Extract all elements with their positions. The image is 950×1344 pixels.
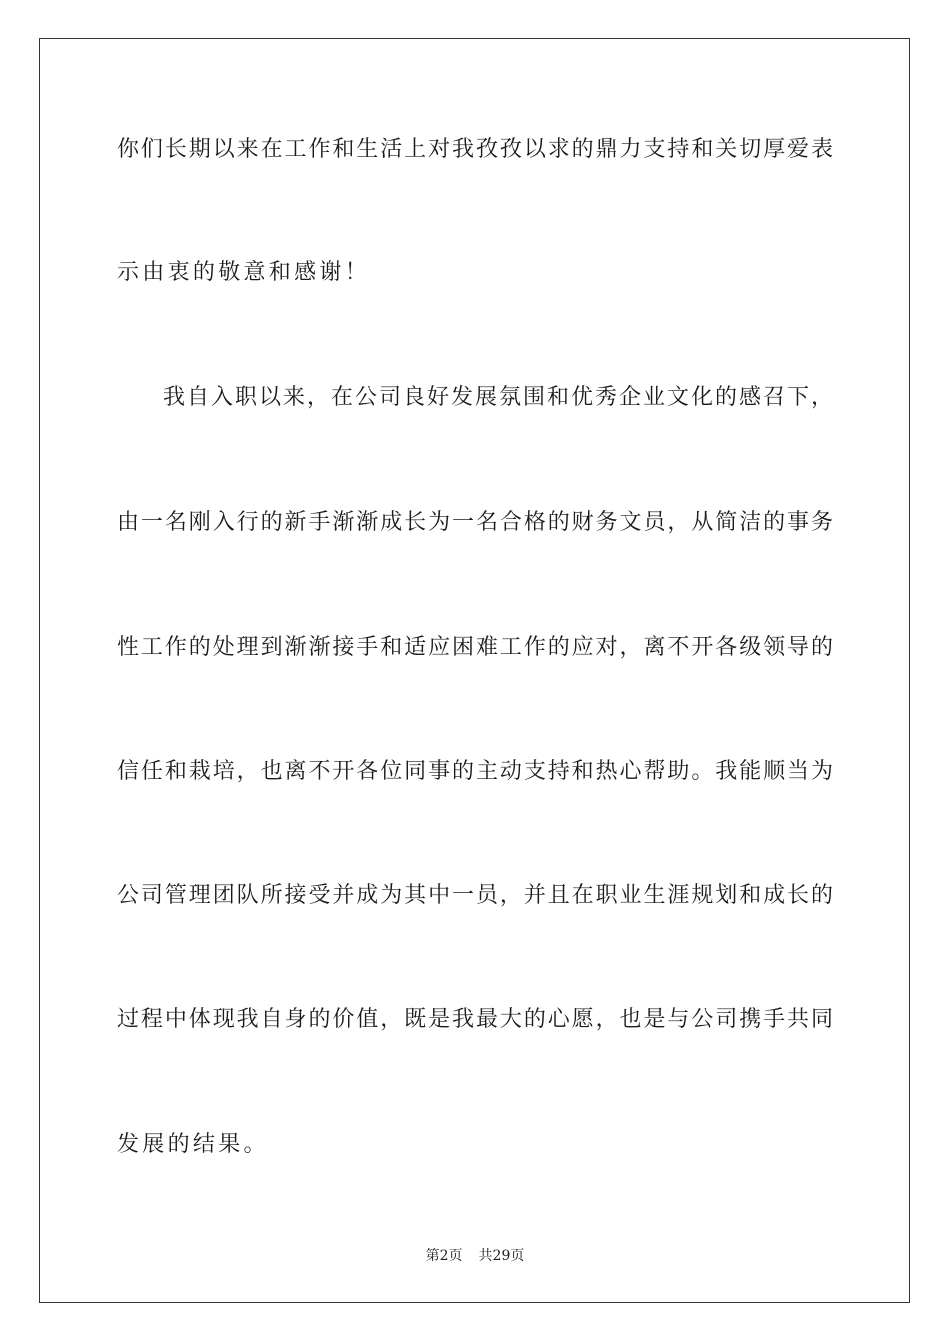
page-footer (0, 1246, 950, 1266)
page-total: 共29页 (478, 1248, 525, 1264)
page-border (39, 38, 910, 1303)
body-line-8: 过程中体现我自身的价值，既是我最大的心愿，也是与公司携手共同 (117, 1007, 833, 1032)
body-line-9: 发展的结果。 (117, 1132, 269, 1157)
body-line-3: 我自入职以来，在公司良好发展氛围和优秀企业文化的感召下， (163, 385, 833, 410)
body-line-5: 性工作的处理到渐渐接手和适应困难工作的应对，离不开各级领导的 (117, 635, 833, 660)
body-line-1: 你们长期以来在工作和生活上对我孜孜以求的鼎力支持和关切厚爱表 (117, 137, 833, 162)
body-line-7: 公司管理团队所接受并成为其中一员，并且在职业生涯规划和成长的 (117, 883, 833, 908)
body-line-2: 示由衷的敬意和感谢！ (117, 260, 371, 285)
body-line-6: 信任和栽培，也离不开各位同事的主动支持和热心帮助。我能顺当为 (117, 759, 833, 784)
page-number: 第2页 (425, 1248, 463, 1264)
body-line-4: 由一名刚入行的新手渐渐成长为一名合格的财务文员，从简洁的事务 (117, 510, 833, 535)
